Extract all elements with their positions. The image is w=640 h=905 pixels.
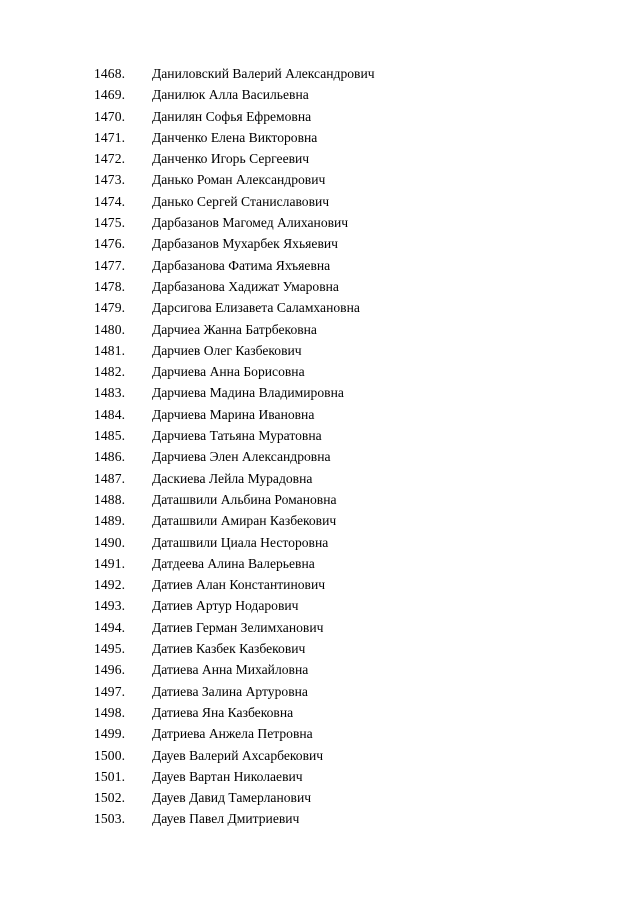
entry-full-name: Датиев Казбек Казбекович (152, 641, 306, 657)
list-item (94, 723, 375, 744)
list-item (94, 212, 375, 233)
list-item (94, 63, 375, 84)
entry-full-name: Данько Сергей Станиславович (152, 193, 330, 209)
entry-number: 1495. (94, 641, 126, 657)
entry-full-name: Дарчиева Элен Александровна (152, 449, 331, 465)
entry-full-name: Данилюк Алла Васильевна (152, 87, 309, 103)
entry-full-name: Данилян Софья Ефремовна (152, 108, 312, 124)
entry-full-name: Дарчиева Анна Борисовна (152, 364, 305, 380)
list-item (94, 510, 375, 531)
entry-number: 1496. (94, 662, 126, 678)
list-item (94, 638, 375, 659)
list-item (94, 361, 375, 382)
entry-full-name: Датиев Артур Нодарович (152, 598, 299, 614)
entry-number: 1479. (94, 300, 126, 316)
entry-full-name: Датдеева Алина Валерьевна (152, 555, 315, 571)
entry-number: 1493. (94, 598, 126, 614)
list-item (94, 169, 375, 190)
list-item (94, 404, 375, 425)
entry-full-name: Датиева Яна Казбековна (152, 704, 294, 720)
entry-number: 1473. (94, 172, 126, 188)
list-item (94, 468, 375, 489)
entry-full-name: Данько Роман Александрович (152, 172, 326, 188)
entry-number: 1501. (94, 768, 126, 784)
entry-full-name: Датриева Анжела Петровна (152, 726, 313, 742)
entry-full-name: Даташвили Амиран Казбекович (152, 513, 337, 529)
entry-number: 1500. (94, 747, 126, 763)
list-item (94, 255, 375, 276)
list-item (94, 766, 375, 787)
list-item (94, 681, 375, 702)
entry-full-name: Данченко Елена Викторовна (152, 129, 318, 145)
entry-number: 1491. (94, 555, 126, 571)
entry-number: 1477. (94, 257, 126, 273)
entry-number: 1494. (94, 619, 126, 635)
entry-full-name: Дарбазанова Фатима Яхъяевна (152, 257, 331, 273)
list-item (94, 127, 375, 148)
list-item (94, 382, 375, 403)
list-item (94, 787, 375, 808)
entry-full-name: Дарчиев Олег Казбекович (152, 342, 302, 358)
list-item (94, 84, 375, 105)
list-item (94, 446, 375, 467)
list-item (94, 745, 375, 766)
entry-full-name: Дауев Давид Тамерланович (152, 790, 312, 806)
list-item (94, 148, 375, 169)
entry-number: 1485. (94, 428, 126, 444)
entry-number: 1498. (94, 704, 126, 720)
entry-full-name: Дарчиеа Жанна Батрбековна (152, 321, 317, 337)
list-item (94, 595, 375, 616)
list-item (94, 553, 375, 574)
entry-full-name: Датиев Алан Константинович (152, 577, 326, 593)
entry-number: 1468. (94, 66, 126, 81)
entry-full-name: Дарбазанов Магомед Алиханович (152, 215, 349, 231)
list-item (94, 659, 375, 680)
entry-full-name: Датиев Герман Зелимханович (152, 619, 324, 635)
entry-number: 1478. (94, 278, 126, 294)
list-item (94, 617, 375, 638)
entry-full-name: Дарчиева Татьяна Муратовна (152, 428, 322, 444)
list-item (94, 191, 375, 212)
entry-number: 1472. (94, 151, 126, 167)
entry-full-name: Дарбазанов Мухарбек Яхьяевич (152, 236, 338, 252)
list-item (94, 276, 375, 297)
entry-number: 1503. (94, 811, 126, 827)
entry-number: 1469. (94, 87, 126, 103)
list-item (94, 425, 375, 446)
list-item (94, 106, 375, 127)
entry-full-name: Дарчиева Мадина Владимировна (152, 385, 344, 401)
entry-number: 1476. (94, 236, 126, 252)
entry-number: 1487. (94, 470, 126, 486)
entry-full-name: Дауев Вартан Николаевич (152, 768, 303, 784)
entry-number: 1480. (94, 321, 126, 337)
entry-full-name: Даниловский Валерий Александрович (152, 66, 375, 81)
list-item (94, 702, 375, 723)
entry-full-name: Датиева Анна Михайловна (152, 662, 309, 678)
entry-number: 1484. (94, 406, 126, 422)
entry-number: 1499. (94, 726, 126, 742)
entry-full-name: Даскиева Лейла Мурадовна (152, 470, 313, 486)
entry-number: 1471. (94, 129, 126, 145)
entry-full-name: Датиева Залина Артуровна (152, 683, 308, 699)
list-item (94, 340, 375, 361)
entry-full-name: Данченко Игорь Сергеевич (152, 151, 310, 167)
entry-full-name: Даташвили Циала Несторовна (152, 534, 329, 550)
entry-number: 1502. (94, 790, 126, 806)
entry-full-name: Дауев Павел Дмитриевич (152, 811, 300, 827)
entry-number: 1474. (94, 193, 126, 209)
entry-full-name: Даташвили Альбина Романовна (152, 491, 337, 507)
list-item (94, 532, 375, 553)
entry-full-name: Дарсигова Елизавета Саламхановна (152, 300, 360, 316)
entry-number: 1492. (94, 577, 126, 593)
entry-number: 1475. (94, 215, 126, 231)
list-item (94, 319, 375, 340)
entry-number: 1497. (94, 683, 126, 699)
entry-number: 1490. (94, 534, 126, 550)
entry-number: 1489. (94, 513, 126, 529)
entry-number: 1482. (94, 364, 126, 380)
entry-full-name: Дарбазанова Хадижат Умаровна (152, 278, 339, 294)
entry-number: 1483. (94, 385, 126, 401)
entry-full-name: Дауев Валерий Ахсарбекович (152, 747, 324, 763)
list-item (94, 489, 375, 510)
list-item (94, 574, 375, 595)
entry-number: 1470. (94, 108, 126, 124)
name-list (94, 63, 375, 830)
entry-full-name: Дарчиева Марина Ивановна (152, 406, 315, 422)
list-item (94, 233, 375, 254)
entry-number: 1488. (94, 491, 126, 507)
list-item (94, 808, 375, 829)
list-item (94, 297, 375, 318)
entry-number: 1486. (94, 449, 126, 465)
entry-number: 1481. (94, 342, 126, 358)
